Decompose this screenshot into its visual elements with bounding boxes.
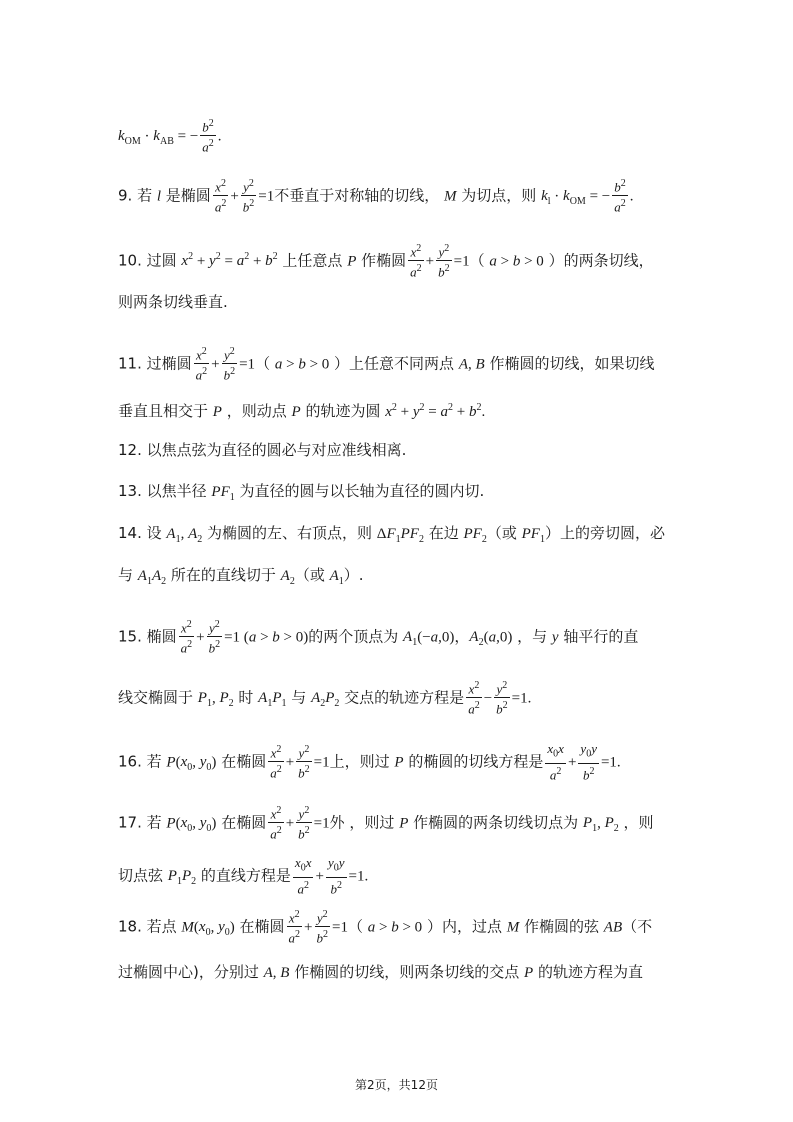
page-footer: 第2页，共12页 <box>355 1078 438 1092</box>
item-12: 12. 以焦点弦为直径的圆必与对应准线相离. <box>118 441 407 459</box>
item-17-line-2: 切点弦 $P_1P_2$ 的直线方程是 $\frac{x_0x}{a^2}$ + $\frac{y_0y}{b^2}$ =1. <box>118 855 369 896</box>
item-10-line-2: 则两条切线垂直. <box>118 293 228 311</box>
item-15-line-2: 线交椭圆于 $P_1$, $P_2$ 时 $A_1P_1$ 与 $A_2P_2$ 交点的轨迹方程是 $\frac{x^2}{a^2}$ − $\frac{y^2}{b^2}$ =1. <box>118 680 532 717</box>
item-9: 9. 若 l 是椭圆 $\frac{x^2}{a^2}$ + $\frac{y^2}{b^2}$ =1不垂直于对称轴的切线， M 为切点，则 $k_l \cdot k_{OM}$ = − $\frac{b^2}{a^2}$ . <box>118 178 634 215</box>
item-11-line-2: 垂直且相交于 P ，则动点 P 的轨迹为圆 $x^2 + y^2 = a^2 + b^2$. <box>118 402 486 420</box>
text-line: $k_{OM} \cdot k_{AB}$ = − $\frac{b^2}{a^2}$ . <box>118 118 222 155</box>
item-18-line-2: 过椭圆中心)，分别过 A, B 作椭圆的切线，则两条切线的交点 P 的轨迹方程为直 <box>118 963 643 981</box>
item-11-line-1: 11. 过椭圆 $\frac{x^2}{a^2}$ + $\frac{y^2}{b^2}$ =1（ a > b > 0 ）上任意不同两点 A, B 作椭圆的切线，如果切线 <box>118 346 655 383</box>
item-13: 13. 以焦半径 $PF_1$ 为直径的圆与以长轴为直径的圆内切. <box>118 482 485 503</box>
item-18-line-1: 18. 若点 $M(x_0$, $y_0$) 在椭圆 $\frac{x^2}{a^2}$ + $\frac{y^2}{b^2}$ =1（ a > b > 0 ）内，过点 M 作椭圆的弦 AB（不 <box>118 909 653 946</box>
item-17-line-1: 17. 若 $P(x_0$, $y_0$) 在椭圆 $\frac{x^2}{a^2}$ + $\frac{y^2}{b^2}$ =1外 ，则过 P 作椭圆的两条切线切点为 $P_1$, $P_2$ ，则 <box>118 805 654 842</box>
item-10-line-1: 10. 过圆 $x^2 + y^2 = a^2 + b^2$ 上任意点 P 作椭圆 $\frac{x^2}{a^2}$ + $\frac{y^2}{b^2}$ =1（ a > b > 0 ）的两条切线， <box>118 243 654 280</box>
item-15-line-1: 15. 椭圆 $\frac{x^2}{a^2}$ + $\frac{y^2}{b^2}$ =1 (a > b > 0)的两个顶点为 $A_1(-a,0)$，$A_2(a,0)$ ，与 y 轴平行的直 <box>118 619 639 656</box>
item-14-line-1: 14. 设 $A_1$, $A_2$ 为椭圆的左、右顶点，则 $\Delta F_1PF_2$ 在边 $PF_2$（或 $PF_1$）上的旁切圆，必 <box>118 524 665 545</box>
item-16: 16. 若 $P(x_0$, $y_0$) 在椭圆 $\frac{x^2}{a^2}$ + $\frac{y^2}{b^2}$ =1上，则过 P 的椭圆的切线方程是 $\frac{x_0x}{a^2}$ + $\frac{y_0y}{b^2}$ =1. <box>118 741 621 782</box>
item-14-line-2: 与 $A_1A_2$ 所在的直线切于 $A_2$（或 $A_1$）. <box>118 566 364 587</box>
